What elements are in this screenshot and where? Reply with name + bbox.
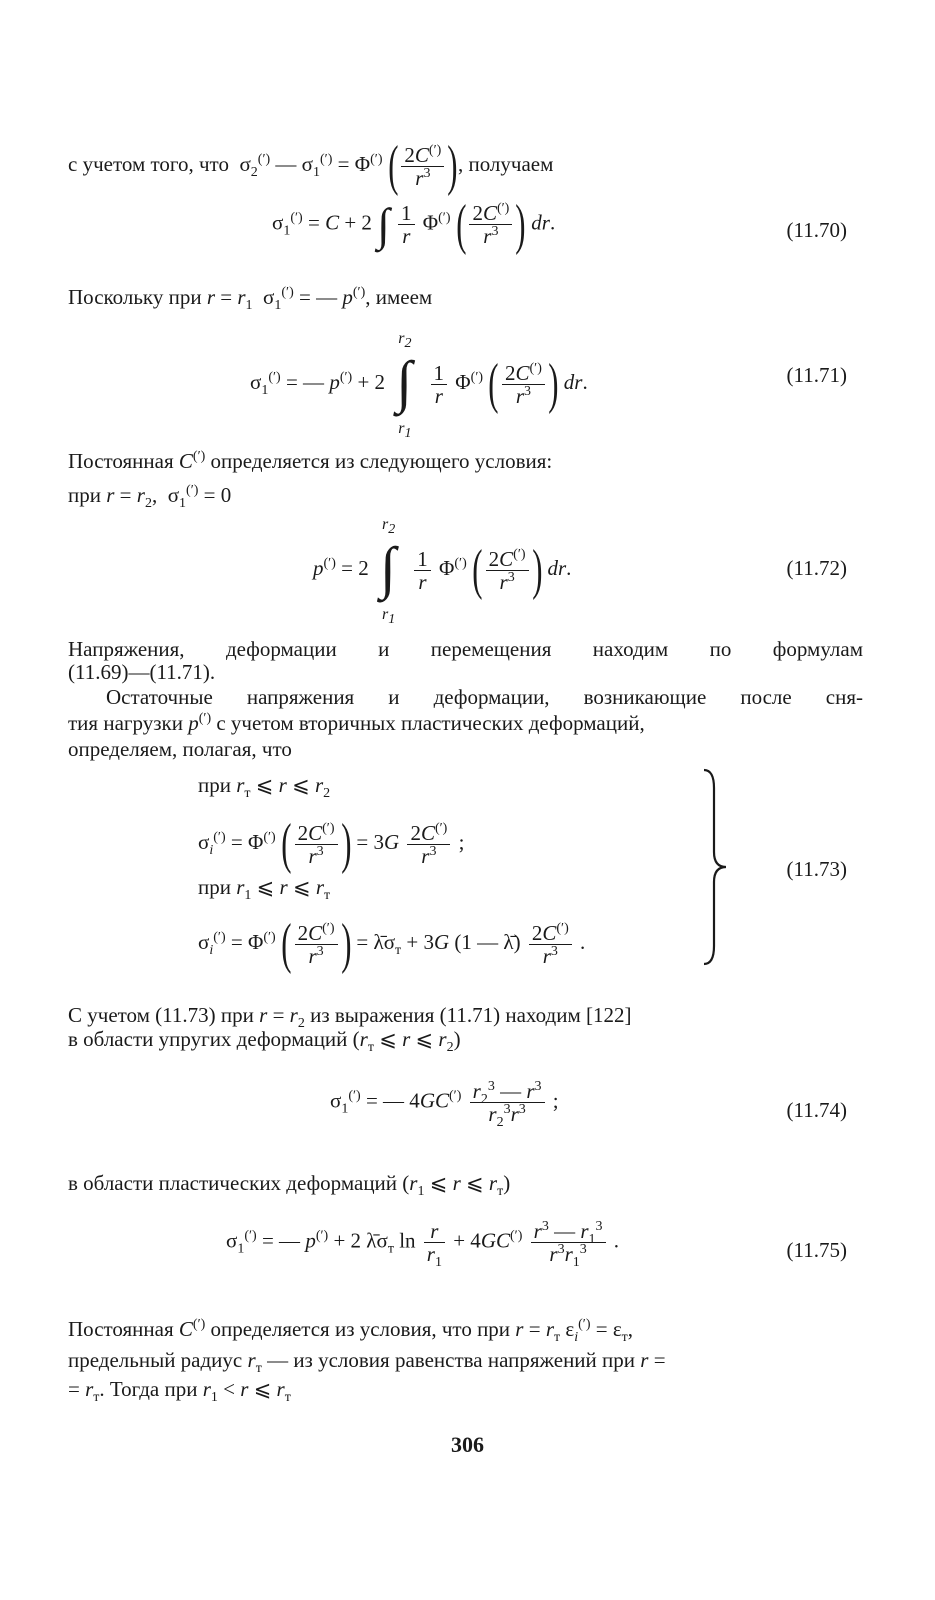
equation-11-70: $\sigma_1^{(')} = C + 2$ ∫ $\frac{1}{r}$ Φ(′) ( $\frac{2C^{(')}}{r^3}$ ) dr. [272, 193, 556, 256]
paragraph-line: тия нагрузки p(′) с учетом вторичных пластических деформаций, [68, 711, 645, 735]
equation-number: (11.72) [786, 556, 847, 580]
equation-number: (11.70) [786, 218, 847, 242]
text-run: в области упругих деформаций [68, 1027, 348, 1051]
equation-number: (11.74) [786, 1098, 847, 1122]
paragraph-line: в области упругих деформаций ($r_т$ ⩽ r ⩽ $r_2$) [68, 1027, 461, 1056]
text-run: определяется из условия, что при [210, 1317, 511, 1341]
text-run: тия нагрузки [68, 711, 183, 735]
paragraph-line: (11.69)—(11.71). [68, 660, 216, 684]
text-run: при [198, 875, 231, 899]
equation-11-72: p(′) = 2 $r_2$ ∫ $r_1$ $\frac{1}{r}$ Φ(′) ( $\frac{2C^{(')}}{r^3}$ ) dr. [313, 516, 572, 628]
text-run: с учетом вторичных пластических деформаций, [216, 711, 645, 735]
text-run: с учетом того, что [68, 151, 229, 176]
text-run: при [68, 483, 101, 507]
equation-number: (11.75) [786, 1238, 847, 1262]
system-equation-2: $\sigma_i^{(')} = \Phi^{(')}$ ( $\frac{2C^{(')}}{r^3}$ ) = $\lambdā\sigma_т + 3G$ (1 — λ̄) $\frac{2C^{(')}}{r^3}$ . [198, 913, 586, 975]
text-run: . Тогда при [99, 1377, 198, 1401]
text-line-3: Поскольку при $r = r_1$ $\sigma_1^{(')}$ = — p(′), имеем [68, 285, 433, 314]
equation-11-75: $\sigma_1^{(')}$ = — p(′) + 2 $\lambdā\sigma_т$ ln $\frac{r}{r_1}$ + 4GC(′) $\frac{r^3 — r_1^3}{r^3r_1^3}$ . [226, 1219, 620, 1271]
right-brace-icon [700, 768, 730, 966]
paragraph-line: Постоянная C(′) определяется из условия, что при $r = r_т$ $\varepsilon_i^{(')} = \varepsilon_т$, [68, 1317, 634, 1346]
text-line-6: при $r = r_2$, $\sigma_1^{(')} = 0$ [68, 483, 232, 512]
system-condition-1: при $r_т$ ⩽ r ⩽ $r_2$ [198, 773, 331, 802]
paragraph-line: Остаточные напряжения и деформации, возникающие после сня- [106, 685, 863, 709]
paragraph-line: Напряжения, деформации и перемещения находим по формулам [68, 637, 863, 661]
text-run: , получаем [457, 151, 554, 176]
equation-number: (11.71) [786, 363, 847, 387]
paragraph-line: С учетом (11.73) при $r = r_2$ из выражения (11.71) находим [122] [68, 1003, 632, 1032]
text-run: из выражения (11.71) находим [122] [310, 1003, 632, 1027]
system-equation-1: $\sigma_i^{(')} = \Phi^{(')}$ ( $\frac{2C^{(')}}{r^3}$ ) = 3G $\frac{2C^{(')}}{r^3}$ ; [198, 813, 465, 875]
text-line-5: Постоянная C(′) определяется из следующего условия: [68, 449, 553, 473]
text-run: Постоянная [68, 1317, 174, 1341]
text-run: предельный радиус [68, 1348, 243, 1372]
paragraph-line: = $r_т$. Тогда при $r_1 < r$ ⩽ $r_т$ [68, 1377, 291, 1406]
text-run: С учетом (11.73) при [68, 1003, 254, 1027]
equation-11-74: $\sigma_1^{(')}$ = — 4GC(′) $\frac{r_2^3 — r^3}{r_2^3r^3}$ ; [330, 1079, 559, 1131]
text-line-1: с учетом того, что $\sigma_2^{(')}$ — $\sigma_1^{(')} = \Phi^{(')}$ ( $\frac{2C^{(')}}{r^3}$ ), получаем [68, 135, 554, 197]
text-run: в области пластических деформаций [68, 1171, 398, 1195]
text-run: определяется из следующего условия: [210, 449, 553, 473]
system-condition-2: при $r_1$ ⩽ r ⩽ $r_т$ [198, 875, 331, 904]
paragraph-line: в области пластических деформаций ($r_1$ ⩽ r ⩽ $r_т$) [68, 1171, 511, 1200]
text-run: — из условия равенства напряжений при [267, 1348, 636, 1372]
paragraph-line: определяем, полагая, что [68, 737, 292, 761]
text-run: Поскольку при [68, 285, 202, 309]
paragraph-line: предельный радиус $r_т$ — из условия равенства напряжений при r = [68, 1348, 666, 1377]
equation-11-71: $\sigma_1^{(')}$ = — p(′) + 2 $r_2$ ∫ $r_1$ $\frac{1}{r}$ Φ(′) ( $\frac{2C^{(')}}{r^3}$ ) dr. [250, 330, 588, 442]
equation-number: (11.73) [786, 857, 847, 881]
text-run: , имеем [365, 285, 433, 309]
page-number: 306 [451, 1432, 484, 1457]
text-run: Постоянная [68, 449, 174, 473]
text-run: при [198, 773, 231, 797]
